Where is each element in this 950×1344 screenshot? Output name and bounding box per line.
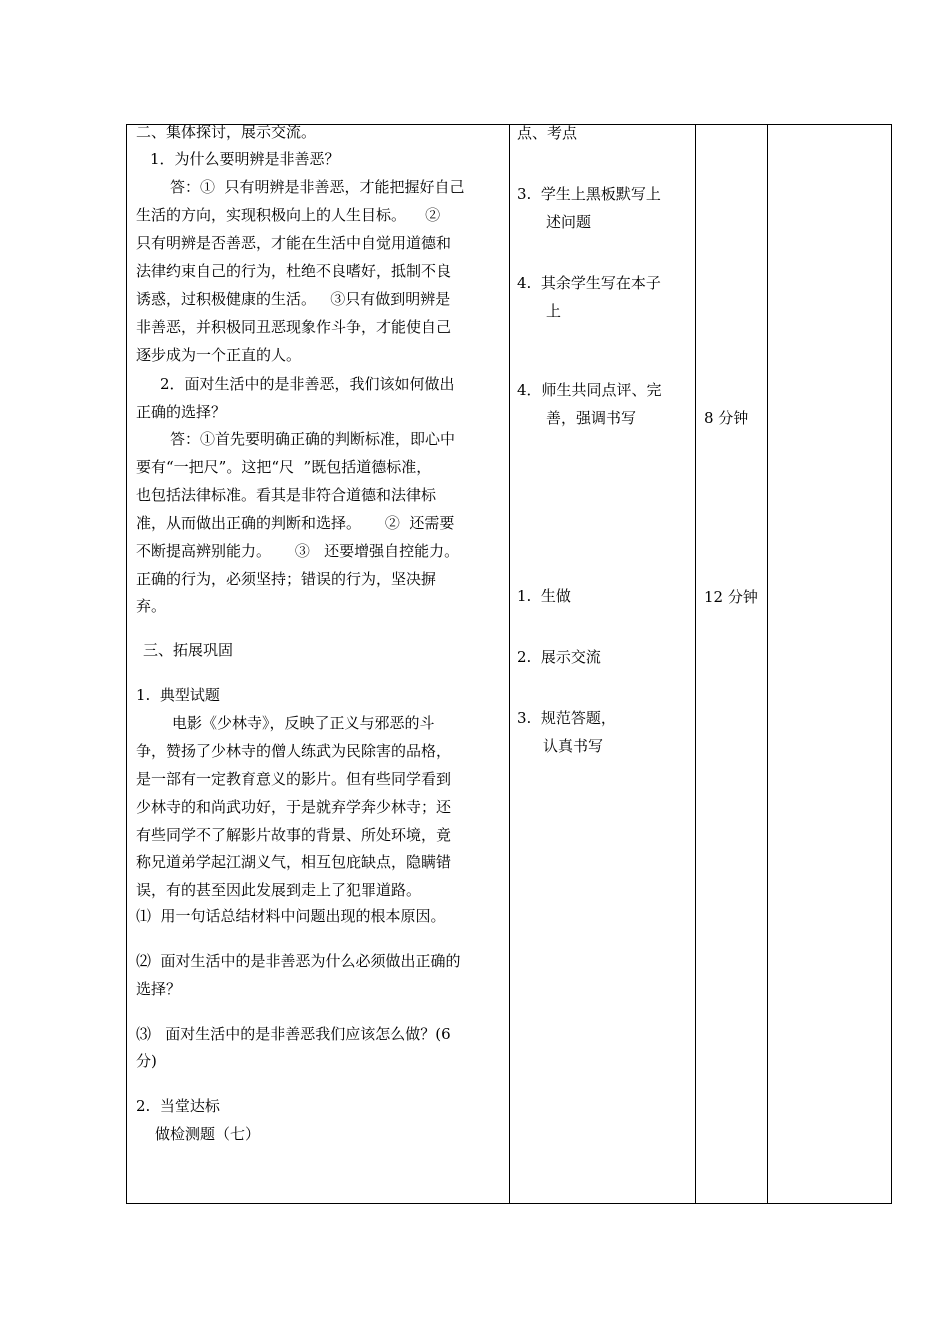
answer-1-line-6: 非善恶，并积极同丑恶现象作斗争，才能使自己 bbox=[136, 318, 452, 336]
item-2-title: 2. 当堂达标 bbox=[136, 1097, 220, 1115]
activity-4-line-2: 上 bbox=[546, 302, 562, 320]
sub-question-3-line-1: ⑶ 面对生活中的是非善恶我们应该怎么做？(6 bbox=[136, 1025, 451, 1043]
time-allocation-1: 8 分钟 bbox=[704, 409, 749, 427]
activity-3-line-1: 3. 学生上黑板默写上 bbox=[517, 185, 661, 203]
material-line-3: 是一部有一定教育意义的影片。但有些同学看到 bbox=[136, 770, 452, 788]
column-divider-3 bbox=[767, 124, 768, 1204]
section-2-title: 二、集体探讨，展示交流。 bbox=[136, 123, 317, 141]
item-2-body: 做检测题（七） bbox=[155, 1125, 261, 1143]
answer-1-line-5: 诱惑，过积极健康的生活。 ③只有做到明辨是 bbox=[136, 290, 451, 308]
activity-top-text: 点、考点 bbox=[517, 124, 578, 142]
answer-1-line-4: 法律约束自己的行为，杜绝不良嗜好，抵制不良 bbox=[136, 262, 452, 280]
time-allocation-2: 12 分钟 bbox=[704, 588, 758, 606]
activity-4-line-1: 4. 其余学生写在本子 bbox=[517, 274, 661, 292]
question-2-line-2: 正确的选择？ bbox=[136, 403, 227, 421]
answer-2-line-2: 要有“一把尺”。这把“尺 ”既包括道德标准， bbox=[136, 458, 432, 476]
answer-2-line-4: 准，从而做出正确的判断和选择。 ② 还需要 bbox=[136, 514, 455, 532]
material-line-2: 争，赞扬了少林寺的僧人练武为民除害的品格， bbox=[136, 742, 452, 760]
answer-1-line-7: 逐步成为一个正直的人。 bbox=[136, 346, 302, 364]
activity-3-line-2: 述问题 bbox=[546, 213, 592, 231]
practice-step-3-line-1: 3. 规范答题， bbox=[517, 709, 616, 727]
activity-4b-line-1: 4．师生共同点评、完 bbox=[517, 381, 662, 399]
material-line-7: 误，有的甚至因此发展到走上了犯罪道路。 bbox=[136, 881, 422, 899]
table-border-bottom bbox=[126, 1203, 892, 1204]
sub-question-2-line-2: 选择？ bbox=[136, 980, 182, 998]
column-divider-2 bbox=[695, 124, 696, 1204]
item-1-title: 1. 典型试题 bbox=[136, 686, 220, 704]
table-border-right bbox=[891, 124, 892, 1204]
material-line-5: 有些同学不了解影片故事的背景、所处环境，竟 bbox=[136, 826, 452, 844]
answer-1-line-3: 只有明辨是否善恶，才能在生活中自觉用道德和 bbox=[136, 234, 452, 252]
sub-question-1: ⑴ 用一句话总结材料中问题出现的根本原因。 bbox=[136, 907, 446, 925]
practice-step-1: 1. 生做 bbox=[517, 587, 571, 605]
material-line-4: 少林寺的和尚武功好，于是就弃学奔少林寺；还 bbox=[136, 798, 452, 816]
question-2-line-1: 2．面对生活中的是非善恶，我们该如何做出 bbox=[160, 375, 455, 393]
answer-1-line-2: 生活的方向，实现积极向上的人生目标。 ② bbox=[136, 206, 441, 224]
answer-2-line-3: 也包括法律标准。看其是非符合道德和法律标 bbox=[136, 486, 437, 504]
material-line-1: 电影《少林寺》，反映了正义与邪恶的斗 bbox=[172, 714, 435, 732]
sub-question-3-line-2: 分) bbox=[136, 1052, 157, 1070]
section-3-title: 三、拓展巩固 bbox=[143, 641, 234, 659]
answer-1-line-1: 答：① 只有明辨是非善恶，才能把握好自己 bbox=[170, 178, 465, 196]
sub-question-2-line-1: ⑵ 面对生活中的是非善恶为什么必须做出正确的 bbox=[136, 952, 461, 970]
column-divider-1 bbox=[509, 124, 510, 1204]
answer-2-line-5: 不断提高辨别能力。 ③ 还要增强自控能力。 bbox=[136, 542, 460, 560]
practice-step-2: 2. 展示交流 bbox=[517, 648, 601, 666]
practice-step-3-line-2: 认真书写 bbox=[543, 737, 604, 755]
answer-2-line-1: 答：①首先要明确正确的判断标准，即心中 bbox=[170, 430, 456, 448]
table-border-left bbox=[126, 124, 127, 1204]
answer-2-line-7: 弃。 bbox=[136, 597, 167, 615]
question-1: 1．为什么要明辨是非善恶？ bbox=[150, 150, 340, 168]
material-line-6: 称兄道弟学起江湖义气，相互包庇缺点，隐瞒错 bbox=[136, 853, 452, 871]
answer-2-line-6: 正确的行为，必须坚持；错误的行为，坚决摒 bbox=[136, 570, 437, 588]
activity-4b-line-2: 善，强调书写 bbox=[546, 409, 637, 427]
